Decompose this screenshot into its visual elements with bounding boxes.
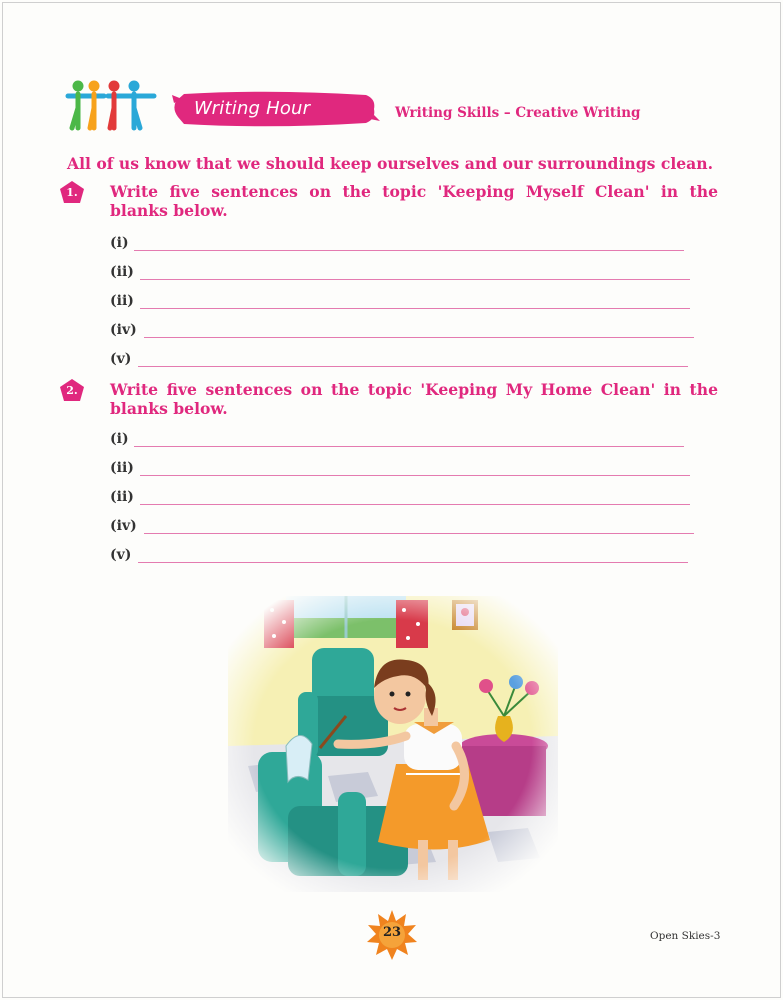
blank-line (134, 250, 684, 251)
page-number: 23 (382, 925, 402, 940)
blank-line (134, 446, 684, 447)
question-number: 2. (66, 384, 78, 397)
people-logo-icon (64, 78, 158, 134)
badge-label: Writing Hour (194, 98, 311, 119)
line-label: (iv) (110, 518, 137, 534)
blank-line (140, 475, 690, 476)
question-text: Write five sentences on the topic 'Keeping My Home Clean' in the blanks below. (110, 380, 718, 418)
line-label: (i) (110, 235, 129, 251)
girl-cleaning-illustration (228, 596, 558, 892)
line-label: (ii) (110, 293, 134, 309)
line-label: (v) (110, 351, 132, 367)
blank-line (138, 366, 688, 367)
blank-line (144, 337, 694, 338)
line-label: (ii) (110, 489, 134, 505)
intro-text: All of us know that we should keep ourselves and our surroundings clean. (67, 154, 714, 173)
blank-line (140, 308, 690, 309)
line-label: (i) (110, 431, 129, 447)
question-text: Write five sentences on the topic 'Keeping Myself Clean' in the blanks below. (110, 182, 718, 220)
line-label: (ii) (110, 264, 134, 280)
blank-line (140, 504, 690, 505)
blank-line (140, 279, 690, 280)
question-number: 1. (66, 186, 78, 199)
line-label: (v) (110, 547, 132, 563)
book-title: Open Skies-3 (650, 930, 721, 942)
section-subtitle: Writing Skills – Creative Writing (395, 105, 641, 121)
line-label: (ii) (110, 460, 134, 476)
line-label: (iv) (110, 322, 137, 338)
blank-line (144, 533, 694, 534)
blank-line (138, 562, 688, 563)
